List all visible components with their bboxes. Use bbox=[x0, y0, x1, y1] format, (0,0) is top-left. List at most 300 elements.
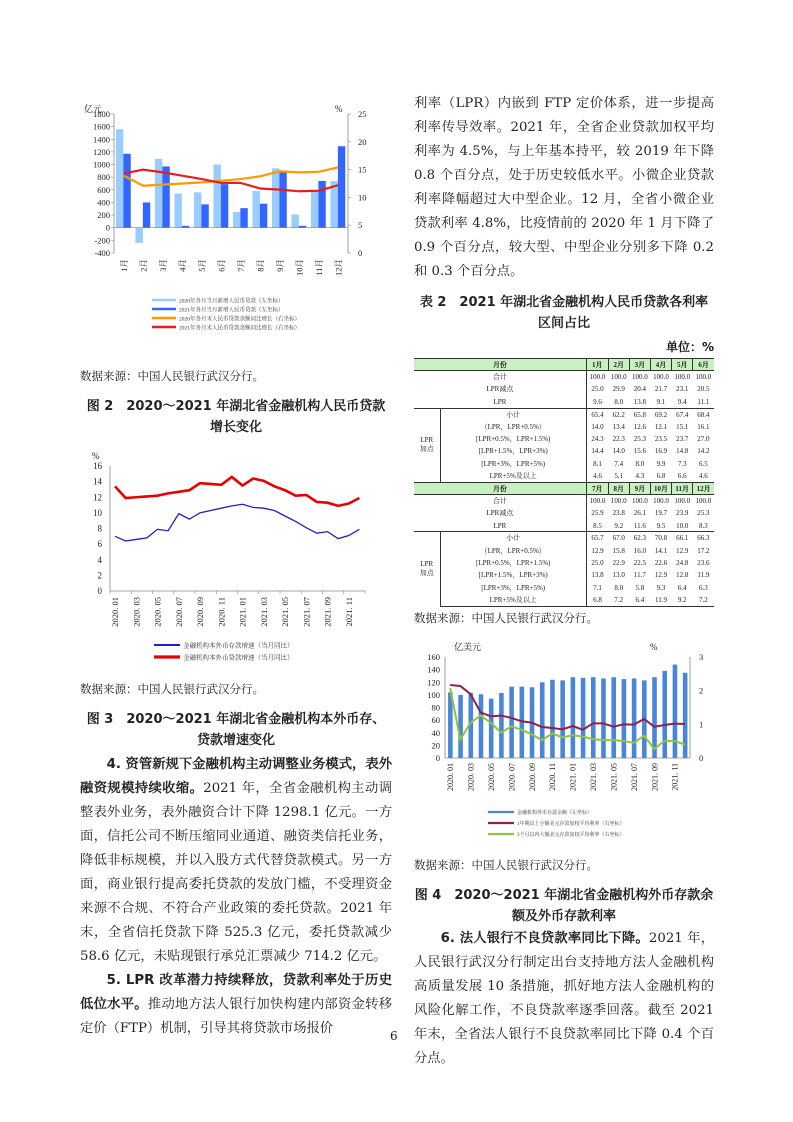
row-group-label: LPR加点 bbox=[414, 532, 440, 606]
bar bbox=[560, 680, 565, 758]
table-cell: 8.1 bbox=[586, 458, 608, 470]
svg-text:12月: 12月 bbox=[333, 259, 344, 277]
svg-text:7月: 7月 bbox=[235, 259, 246, 272]
svg-text:亿元: 亿元 bbox=[84, 104, 103, 114]
bar bbox=[213, 165, 220, 228]
svg-text:2020. 11: 2020. 11 bbox=[548, 762, 558, 791]
row-label: 合计 bbox=[492, 373, 507, 382]
header-month: 2月 bbox=[608, 359, 629, 371]
header-month: 5月 bbox=[672, 359, 693, 371]
table-cell: 8.3 bbox=[699, 521, 708, 530]
svg-text:8: 8 bbox=[97, 523, 102, 534]
table-cell: 11.9 bbox=[650, 594, 671, 606]
table-cell: 66.3 bbox=[693, 532, 714, 544]
left-column bbox=[80, 100, 392, 1041]
row-label: [LPR+3%，LPR+5%) bbox=[440, 458, 586, 470]
svg-text:8月: 8月 bbox=[255, 259, 266, 272]
table-cell: 6.6 bbox=[672, 470, 693, 482]
table-cell: 23.8 bbox=[612, 509, 625, 518]
bar bbox=[233, 212, 240, 228]
header-month: 11月 bbox=[672, 482, 693, 494]
table-cell: 11.1 bbox=[697, 397, 710, 406]
bar bbox=[155, 159, 162, 228]
header-month: 3月 bbox=[629, 359, 650, 371]
table-cell: 12.6 bbox=[633, 422, 647, 431]
table-row bbox=[414, 371, 714, 383]
svg-text:20: 20 bbox=[431, 740, 440, 751]
table-cell: 100.0 bbox=[674, 497, 691, 506]
table-row bbox=[414, 458, 714, 470]
table-cell: 12.8 bbox=[676, 571, 689, 580]
table-cell: 8.0 bbox=[635, 459, 645, 468]
svg-text:2: 2 bbox=[97, 570, 102, 581]
table-row bbox=[414, 507, 714, 519]
bar bbox=[116, 129, 123, 228]
paragraph-4 bbox=[80, 753, 392, 969]
table-2-unit: 单位：% bbox=[665, 340, 714, 354]
row-label: 小计 bbox=[440, 532, 586, 544]
table-cell: 100.0 bbox=[653, 373, 669, 382]
table-2 bbox=[414, 358, 714, 607]
header-month-label: 月份 bbox=[414, 359, 586, 371]
row-label: LPR bbox=[493, 397, 507, 406]
row-label: LPR减点 bbox=[486, 509, 514, 518]
table-cell: 9.6 bbox=[586, 396, 608, 408]
svg-text:2020年各月当月新增人民币贷款（左坐标）: 2020年各月当月新增人民币贷款（左坐标） bbox=[179, 298, 284, 305]
svg-text:80: 80 bbox=[431, 702, 440, 713]
header-month: 7月 bbox=[586, 482, 608, 494]
bar bbox=[338, 146, 345, 228]
header-month-label: 月份 bbox=[414, 482, 586, 494]
table-cell: 24.3 bbox=[586, 433, 608, 445]
bar bbox=[540, 682, 545, 758]
table-cell: 22.3 bbox=[612, 435, 625, 444]
figure-4-caption: 图 4 2020～2021 年湖北省金融机构外币存款余 额及外币存款利率 bbox=[414, 887, 714, 924]
svg-text:2020. 01: 2020. 01 bbox=[446, 762, 456, 791]
svg-text:16: 16 bbox=[93, 461, 102, 471]
bar bbox=[611, 677, 616, 758]
fx-deposit-chart bbox=[414, 634, 714, 849]
header-month: 8月 bbox=[608, 482, 629, 494]
bar bbox=[311, 190, 318, 228]
table-cell: 9.9 bbox=[656, 459, 666, 468]
svg-text:1年期以上小额美元存款加权平均利率（右坐标）: 1年期以上小额美元存款加权平均利率（右坐标） bbox=[517, 821, 625, 827]
svg-text:%: % bbox=[92, 451, 100, 461]
bar bbox=[662, 671, 667, 758]
row-group-label: LPR加点 bbox=[414, 408, 440, 482]
bar bbox=[221, 184, 228, 228]
table-cell: 4.3 bbox=[629, 470, 650, 482]
svg-text:2020. 07: 2020. 07 bbox=[507, 762, 517, 791]
row-label: 小计 bbox=[440, 408, 586, 420]
table-cell: 66.1 bbox=[672, 532, 693, 544]
svg-text:20: 20 bbox=[358, 136, 367, 147]
table-cell: 12.9 bbox=[654, 571, 668, 580]
figure-4-source: 数据来源：中国人民银行武汉分行。 bbox=[414, 857, 598, 872]
svg-text:1800: 1800 bbox=[93, 109, 110, 119]
header-month: 1月 bbox=[586, 359, 608, 371]
paragraph-5-body: 推动地方法人银行加快构建内部资金转移定价（FTP）机制，引导其将贷款市场报价 bbox=[80, 997, 393, 1036]
table-cell: 25.9 bbox=[586, 507, 608, 519]
svg-text:0: 0 bbox=[105, 222, 110, 233]
table-cell: 67.0 bbox=[608, 532, 629, 544]
table-cell: 4.6 bbox=[586, 470, 608, 482]
svg-text:2021. 11: 2021. 11 bbox=[670, 762, 680, 791]
svg-text:11月: 11月 bbox=[313, 259, 324, 276]
table-row bbox=[414, 470, 714, 482]
table-cell: 14.4 bbox=[586, 445, 608, 457]
table-cell: 23.7 bbox=[676, 435, 689, 444]
table-cell: 7.1 bbox=[586, 582, 608, 594]
chart-plot bbox=[84, 103, 367, 276]
table-row bbox=[414, 495, 714, 507]
row-label: LPR+5%及以上 bbox=[440, 594, 586, 606]
table-row bbox=[414, 396, 714, 408]
svg-text:9月: 9月 bbox=[274, 259, 285, 272]
table-cell: 14.2 bbox=[697, 447, 710, 456]
table-cell: 9.4 bbox=[677, 397, 687, 406]
row-label: [LPR+0.5%，LPR+1.5%) bbox=[440, 433, 586, 445]
table-cell: 16.1 bbox=[697, 422, 710, 431]
table-cell: 100.0 bbox=[632, 373, 648, 382]
chart-legend bbox=[154, 641, 294, 662]
table-cell: 9.2 bbox=[672, 594, 693, 606]
table-2-source: 数据来源：中国人民银行武汉分行。 bbox=[414, 610, 598, 625]
svg-text:2021. 07: 2021. 07 bbox=[301, 597, 312, 627]
chart-plot bbox=[92, 451, 365, 627]
svg-text:2021年各月末人民币贷款余额同比增长（右坐标）: 2021年各月末人民币贷款余额同比增长（右坐标） bbox=[179, 325, 301, 332]
svg-text:120: 120 bbox=[427, 677, 440, 688]
bar bbox=[143, 202, 150, 227]
table-row bbox=[414, 408, 714, 420]
table-cell: 9.5 bbox=[656, 521, 666, 530]
table-row bbox=[414, 420, 714, 432]
figure-2-caption: 图 2 2020～2021 年湖北省金融机构人民币贷款 增长变化 bbox=[86, 399, 386, 435]
table-cell: 14.0 bbox=[586, 420, 608, 432]
table-cell: 100.0 bbox=[695, 373, 712, 382]
table-cell: 16.9 bbox=[654, 447, 668, 456]
bar bbox=[194, 192, 201, 227]
svg-text:0: 0 bbox=[97, 586, 102, 596]
bar bbox=[240, 208, 247, 228]
table-cell: 11.9 bbox=[697, 571, 710, 580]
svg-text:40: 40 bbox=[431, 727, 440, 738]
table-cell: 100.0 bbox=[674, 373, 691, 382]
table-cell: 14.0 bbox=[612, 447, 625, 456]
figure-3-caption: 图 3 2020～2021 年湖北省金融机构本外币存、 贷款增速变化 bbox=[86, 712, 386, 748]
figure-4-chart bbox=[414, 634, 714, 849]
paragraph-5-continued: 利率（LPR）内嵌到 FTP 定价体系，进一步提高利率传导效率。2021 年，全省企业贷款加权平均利率为 4.5%，与上年基本持平，较 2019 年下降 0.8 个百分点，处于历史较低水平。小微企业贷款利率降幅超过大中型企业。12 月，全省小微企业贷款利率 4.8%，比疫情前的 2020 年 1 月下降了 0.9 个百分点，较大型、中型企业分别多下降 0.2 和 0.3 个百分点。 bbox=[414, 96, 714, 279]
table-cell: 6.4 bbox=[677, 583, 687, 592]
table-cell: 13.8 bbox=[586, 569, 608, 581]
row-label: LPR+5%及以上 bbox=[440, 470, 586, 482]
svg-text:2021. 09: 2021. 09 bbox=[322, 597, 333, 627]
svg-text:10: 10 bbox=[93, 507, 102, 518]
table-cell: 27.0 bbox=[697, 435, 710, 444]
svg-text:2020. 07: 2020. 07 bbox=[173, 597, 184, 627]
svg-text:2020. 03: 2020. 03 bbox=[466, 762, 476, 791]
svg-text:2020. 01: 2020. 01 bbox=[110, 597, 120, 627]
svg-text:2020. 05: 2020. 05 bbox=[152, 597, 163, 627]
bar bbox=[581, 678, 586, 758]
table-cell: 7.2 bbox=[608, 594, 629, 606]
table-cell: 6.4 bbox=[629, 594, 650, 606]
table-cell: 15.1 bbox=[676, 422, 689, 431]
row-label: [LPR+1.5%，LPR+3%) bbox=[440, 569, 586, 581]
paragraph-4-body: 2021 年，全省金融机构主动调整表外业务，表外融资合计下降 1298.1 亿元。一方面，信托公司不断压缩同业通道、融资类信托业务，降低非标规模，并以入股方式代替贷款模式。另一方面，商业银行提高委托贷款的发放门槛，不受理资金来源不合规、不符合产业政策的委托贷款。2021 年末，全省信托贷款下降 525.3 亿元，委托贷款减少 58.6 亿元，未贴现银行承兑汇票减少 714.2 亿元。 bbox=[80, 781, 392, 964]
svg-text:3: 3 bbox=[699, 651, 704, 662]
svg-text:3月: 3月 bbox=[157, 259, 168, 272]
table-cell: 7.3 bbox=[677, 459, 687, 468]
svg-text:600: 600 bbox=[97, 184, 110, 195]
paragraph-6-body: 2021 年，人民银行武汉分行制定出台支持地方法人金融机构高质量发展 10 条措施，抓好地方法人金融机构的风险化解工作，不良贷款率逐季回落。截至 2021年末，全省法人银行不良贷款率同比下降 0.4 个百分点。 bbox=[414, 930, 714, 1066]
paragraph-5-heading: 5. LPR 改革潜力持续释放，贷款利率处于历史低位水平。 bbox=[80, 973, 392, 1012]
svg-text:400: 400 bbox=[97, 197, 110, 208]
table-cell: 9.2 bbox=[614, 521, 624, 530]
table-cell: 8.5 bbox=[586, 520, 608, 532]
svg-text:800: 800 bbox=[97, 172, 110, 183]
table-cell: 17.2 bbox=[697, 546, 710, 555]
svg-text:100: 100 bbox=[427, 689, 440, 700]
chart-legend bbox=[488, 809, 625, 838]
svg-text:2: 2 bbox=[699, 685, 704, 696]
svg-text:3个月以内大额美元存款加权平均利率（右坐标）: 3个月以内大额美元存款加权平均利率（右坐标） bbox=[517, 832, 625, 838]
svg-text:2020年各月末人民币贷款余额同比增长（右坐标）: 2020年各月末人民币贷款余额同比增长（右坐标） bbox=[179, 316, 301, 323]
deposit-loan-growth-chart bbox=[80, 446, 390, 671]
table-row bbox=[414, 433, 714, 445]
chart-plot bbox=[427, 641, 703, 791]
table-cell: 5.1 bbox=[608, 470, 629, 482]
bar bbox=[632, 678, 637, 758]
bar bbox=[135, 228, 142, 243]
svg-text:亿美元: 亿美元 bbox=[454, 641, 482, 652]
table-cell: 100.0 bbox=[695, 497, 712, 506]
svg-text:2021. 05: 2021. 05 bbox=[609, 762, 619, 791]
row-label: LPR bbox=[493, 521, 507, 530]
table-cell: 14.8 bbox=[676, 447, 689, 456]
bar bbox=[489, 698, 494, 757]
table-cell: 29.9 bbox=[612, 385, 625, 394]
paragraph-5 bbox=[80, 969, 392, 1041]
table-cell: 9.1 bbox=[656, 397, 666, 406]
table-cell: 6.8 bbox=[586, 594, 608, 606]
row-label: [LPR+1.5%，LPR+3%) bbox=[440, 445, 586, 457]
bar bbox=[162, 166, 169, 227]
bar bbox=[571, 677, 576, 758]
bar bbox=[622, 679, 627, 758]
row-label: [LPR+3%，LPR+5%) bbox=[440, 582, 586, 594]
svg-text:0: 0 bbox=[699, 752, 704, 763]
row-label: （LPR，LPR+0.5%） bbox=[440, 544, 586, 556]
bar bbox=[174, 194, 181, 228]
table-cell: 23.6 bbox=[697, 558, 710, 567]
row-label: （LPR，LPR+0.5%） bbox=[440, 420, 586, 432]
table-row bbox=[414, 445, 714, 457]
table-cell: 7.2 bbox=[693, 594, 714, 606]
right-column bbox=[414, 92, 714, 1071]
table-cell: 25.0 bbox=[586, 557, 608, 569]
table-cell: 6.8 bbox=[650, 470, 671, 482]
svg-text:-400: -400 bbox=[94, 248, 110, 258]
series-line bbox=[115, 504, 359, 541]
series-line bbox=[450, 688, 685, 749]
table-cell: 68.4 bbox=[693, 408, 714, 420]
svg-text:2021. 01: 2021. 01 bbox=[237, 597, 248, 627]
bar bbox=[509, 686, 514, 757]
table-cell: 26.1 bbox=[633, 509, 647, 518]
svg-text:6月: 6月 bbox=[216, 259, 227, 272]
svg-text:%: % bbox=[650, 641, 658, 652]
table-cell: 23.1 bbox=[676, 385, 689, 394]
table-2-caption: 表 2 2021 年湖北省金融机构人民币贷款各利率 区间占比 bbox=[419, 295, 709, 331]
table-header-row bbox=[414, 359, 714, 371]
table-cell: 20.5 bbox=[697, 385, 710, 394]
paragraph-6 bbox=[414, 927, 714, 1071]
header-month: 10月 bbox=[650, 482, 671, 494]
table-cell: 12.9 bbox=[676, 546, 689, 555]
svg-text:1: 1 bbox=[699, 719, 704, 730]
svg-text:5月: 5月 bbox=[196, 259, 207, 272]
table-cell: 22.9 bbox=[612, 558, 625, 567]
svg-text:2020. 09: 2020. 09 bbox=[195, 597, 205, 627]
bar bbox=[499, 693, 504, 758]
table-cell: 65.8 bbox=[629, 408, 650, 420]
table-cell: 6.3 bbox=[699, 583, 708, 592]
table-cell: 100.0 bbox=[610, 373, 627, 382]
table-cell: 8.0 bbox=[614, 583, 624, 592]
svg-text:2021. 07: 2021. 07 bbox=[629, 762, 639, 791]
row-label: [LPR+0.5%，LPR+1.5%) bbox=[440, 557, 586, 569]
table-cell: 13.4 bbox=[612, 422, 625, 431]
svg-text:2021. 05: 2021. 05 bbox=[280, 597, 290, 627]
svg-text:2020. 09: 2020. 09 bbox=[527, 762, 537, 791]
table-cell: 100.0 bbox=[653, 497, 669, 506]
series-line bbox=[450, 685, 685, 730]
table-row bbox=[414, 557, 714, 569]
svg-text:4: 4 bbox=[97, 554, 102, 565]
svg-text:10: 10 bbox=[358, 192, 367, 203]
bar bbox=[252, 191, 259, 228]
bar bbox=[601, 678, 606, 758]
series-line bbox=[115, 477, 359, 506]
table-cell: 62.3 bbox=[629, 532, 650, 544]
header-month: 9月 bbox=[629, 482, 650, 494]
bar bbox=[123, 154, 130, 228]
table-cell: 6.5 bbox=[699, 459, 708, 468]
table-cell: 69.2 bbox=[650, 408, 671, 420]
bar bbox=[683, 673, 688, 758]
chart-legend bbox=[152, 297, 300, 332]
table-row bbox=[414, 544, 714, 556]
bar bbox=[201, 204, 208, 227]
table-cell: 23.5 bbox=[654, 435, 668, 444]
table-cell: 5.8 bbox=[635, 583, 645, 592]
svg-text:2021. 11: 2021. 11 bbox=[343, 597, 354, 627]
svg-text:4月: 4月 bbox=[177, 259, 188, 272]
svg-text:200: 200 bbox=[97, 210, 110, 221]
table-cell: 65.7 bbox=[586, 532, 608, 544]
table-cell: 7.4 bbox=[614, 459, 624, 468]
figure-3-chart bbox=[80, 446, 390, 671]
svg-text:2021. 03: 2021. 03 bbox=[258, 597, 269, 627]
paragraph-6-heading: 6. 法人银行不良贷款率同比下降。 bbox=[440, 930, 649, 946]
figure-3-source: 数据来源：中国人民银行武汉分行。 bbox=[80, 682, 264, 696]
table-cell: 25.3 bbox=[633, 435, 647, 444]
svg-text:5: 5 bbox=[358, 220, 363, 231]
svg-text:金融机构外币存款余额（左坐标）: 金融机构外币存款余额（左坐标） bbox=[517, 810, 593, 816]
table-row bbox=[414, 594, 714, 606]
svg-text:15: 15 bbox=[358, 164, 367, 175]
paragraph-4-heading: 4. 资管新规下金融机构主动调整业务模式，表外融资规模持续收缩。 bbox=[80, 757, 392, 796]
bar bbox=[673, 664, 678, 757]
svg-text:25: 25 bbox=[358, 109, 367, 119]
svg-text:0: 0 bbox=[358, 248, 363, 258]
svg-text:2020. 11: 2020. 11 bbox=[216, 597, 227, 627]
svg-text:%: % bbox=[335, 104, 343, 114]
svg-text:金融机构本外币存款增速（当月同比）: 金融机构本外币存款增速（当月同比） bbox=[183, 642, 294, 650]
svg-text:2021. 03: 2021. 03 bbox=[589, 762, 599, 791]
table-cell: 19.7 bbox=[654, 509, 668, 518]
table-cell: 100.0 bbox=[586, 495, 608, 507]
svg-text:2020. 03: 2020. 03 bbox=[131, 597, 142, 627]
table-row bbox=[414, 582, 714, 594]
svg-text:140: 140 bbox=[427, 664, 440, 675]
figure-2-chart bbox=[80, 100, 390, 350]
svg-text:-200: -200 bbox=[94, 235, 110, 246]
svg-text:6: 6 bbox=[97, 539, 102, 550]
svg-text:2021. 09: 2021. 09 bbox=[650, 762, 660, 791]
bar bbox=[272, 168, 279, 227]
table-cell: 14.1 bbox=[654, 546, 668, 555]
bar bbox=[479, 694, 484, 758]
svg-text:2月: 2月 bbox=[138, 259, 149, 272]
table-cell: 8.0 bbox=[614, 397, 624, 406]
table-cell: 67.4 bbox=[672, 408, 693, 420]
table-cell: 65.4 bbox=[586, 408, 608, 420]
table-cell: 21.7 bbox=[654, 385, 668, 394]
svg-text:1400: 1400 bbox=[93, 134, 110, 145]
table-row bbox=[414, 520, 714, 532]
svg-text:10月: 10月 bbox=[294, 259, 305, 277]
table-cell: 100.0 bbox=[586, 371, 608, 383]
header-month: 12月 bbox=[693, 482, 714, 494]
svg-text:0: 0 bbox=[435, 752, 440, 763]
table-cell: 11.7 bbox=[633, 571, 646, 580]
svg-text:1200: 1200 bbox=[93, 146, 110, 157]
svg-text:12: 12 bbox=[93, 492, 102, 503]
table-cell: 12.9 bbox=[586, 544, 608, 556]
svg-text:160: 160 bbox=[427, 651, 440, 662]
table-cell: 25.0 bbox=[586, 383, 608, 395]
bar bbox=[591, 677, 596, 758]
bar bbox=[291, 214, 298, 227]
svg-text:2020. 05: 2020. 05 bbox=[486, 762, 496, 791]
page-number: 6 bbox=[390, 1029, 398, 1043]
table-cell: 100.0 bbox=[610, 497, 627, 506]
bar bbox=[279, 172, 286, 228]
table-cell: 24.8 bbox=[676, 558, 689, 567]
table-cell: 70.8 bbox=[650, 532, 671, 544]
table-cell: 11.6 bbox=[633, 521, 646, 530]
table-cell: 22.5 bbox=[633, 558, 647, 567]
table-cell: 25.3 bbox=[697, 509, 710, 518]
table-cell: 4.6 bbox=[693, 470, 714, 482]
figure-2-source: 数据来源：中国人民银行武汉分行。 bbox=[80, 369, 264, 383]
header-month: 6月 bbox=[693, 359, 714, 371]
row-label: LPR减点 bbox=[486, 385, 514, 394]
table-cell: 10.0 bbox=[676, 521, 689, 530]
table-cell: 15.8 bbox=[612, 546, 625, 555]
